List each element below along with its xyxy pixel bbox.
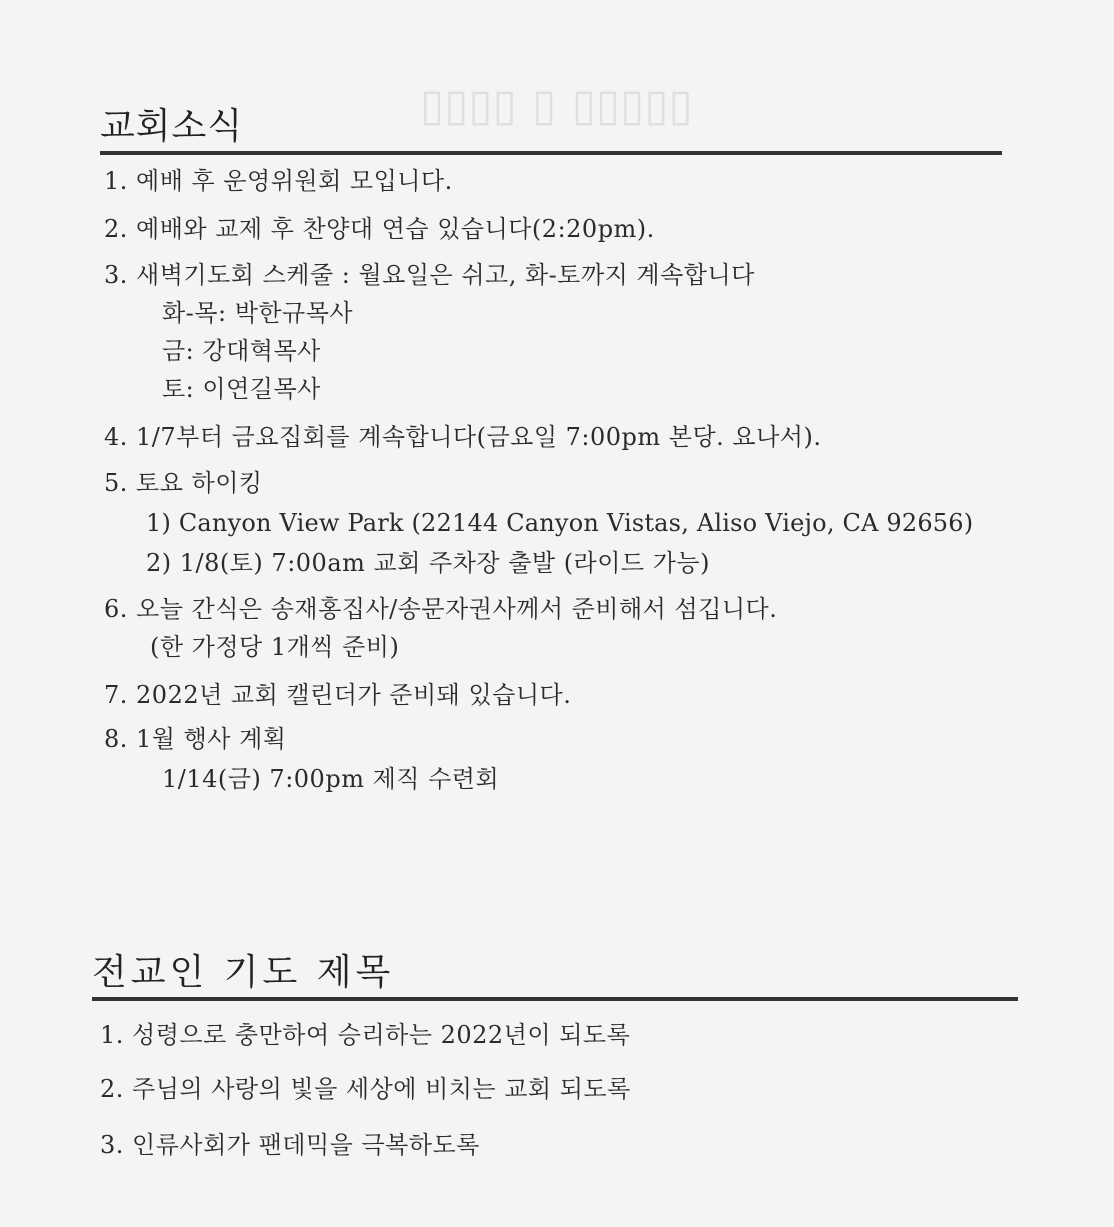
news-item-4: 4. 1/7부터 금요집회를 계속합니다(금요일 7:00pm 본당. 요나서). [104, 423, 822, 451]
prayer-item-2: 2. 주님의 사랑의 빛을 세상에 비치는 교회 되도록 [100, 1075, 631, 1103]
prayer-section [92, 944, 1018, 1001]
news-item-3-sub-3: 토: 이연길목사 [162, 375, 321, 403]
news-item-5-sub-2: 2) 1/8(토) 7:00am 교회 주차장 출발 (라이드 가능) [146, 549, 710, 577]
news-item-5-sub-1: 1) Canyon View Park (22144 Canyon Vistas, Aliso Viejo, CA 92656) [146, 509, 974, 537]
news-item-6: 6. 오늘 간식은 송재홍집사/송문자권사께서 준비해서 섬깁니다. [104, 595, 778, 623]
news-item-7: 7. 2022년 교회 캘린더가 준비돼 있습니다. [104, 681, 572, 709]
news-item-8-sub-1: 1/14(금) 7:00pm 제직 수련회 [162, 765, 500, 793]
news-item-5: 5. 토요 하이킹 [104, 469, 263, 497]
church-news-title: 교회소식 [100, 106, 244, 147]
prayer-title: 전교인 기도 제목 [92, 952, 395, 993]
news-item-8: 8. 1월 행사 계획 [104, 725, 287, 753]
news-item-2: 2. 예배와 교제 후 찬양대 연습 있습니다(2:20pm). [104, 215, 655, 243]
prayer-item-1: 1. 성령으로 충만하여 승리하는 2022년이 되도록 [100, 1021, 631, 1049]
church-news-divider [100, 151, 1002, 155]
reverse-side-bleed-through: ▯▯▯▯ ▯ ▯▯▯▯▯ [420, 80, 693, 131]
news-item-3-sub-2: 금: 강대혁목사 [162, 337, 321, 365]
news-item-3: 3. 새벽기도회 스케줄 : 월요일은 쉬고, 화-토까지 계속합니다 [104, 261, 755, 289]
church-news-section [100, 98, 1002, 155]
news-item-1: 1. 예배 후 운영위원회 모입니다. [104, 167, 453, 195]
news-item-3-sub-1: 화-목: 박한규목사 [162, 299, 354, 327]
news-item-6-note: (한 가정당 1개씩 준비) [150, 633, 400, 661]
prayer-item-3: 3. 인류사회가 팬데믹을 극복하도록 [100, 1131, 480, 1159]
prayer-divider [92, 997, 1018, 1001]
